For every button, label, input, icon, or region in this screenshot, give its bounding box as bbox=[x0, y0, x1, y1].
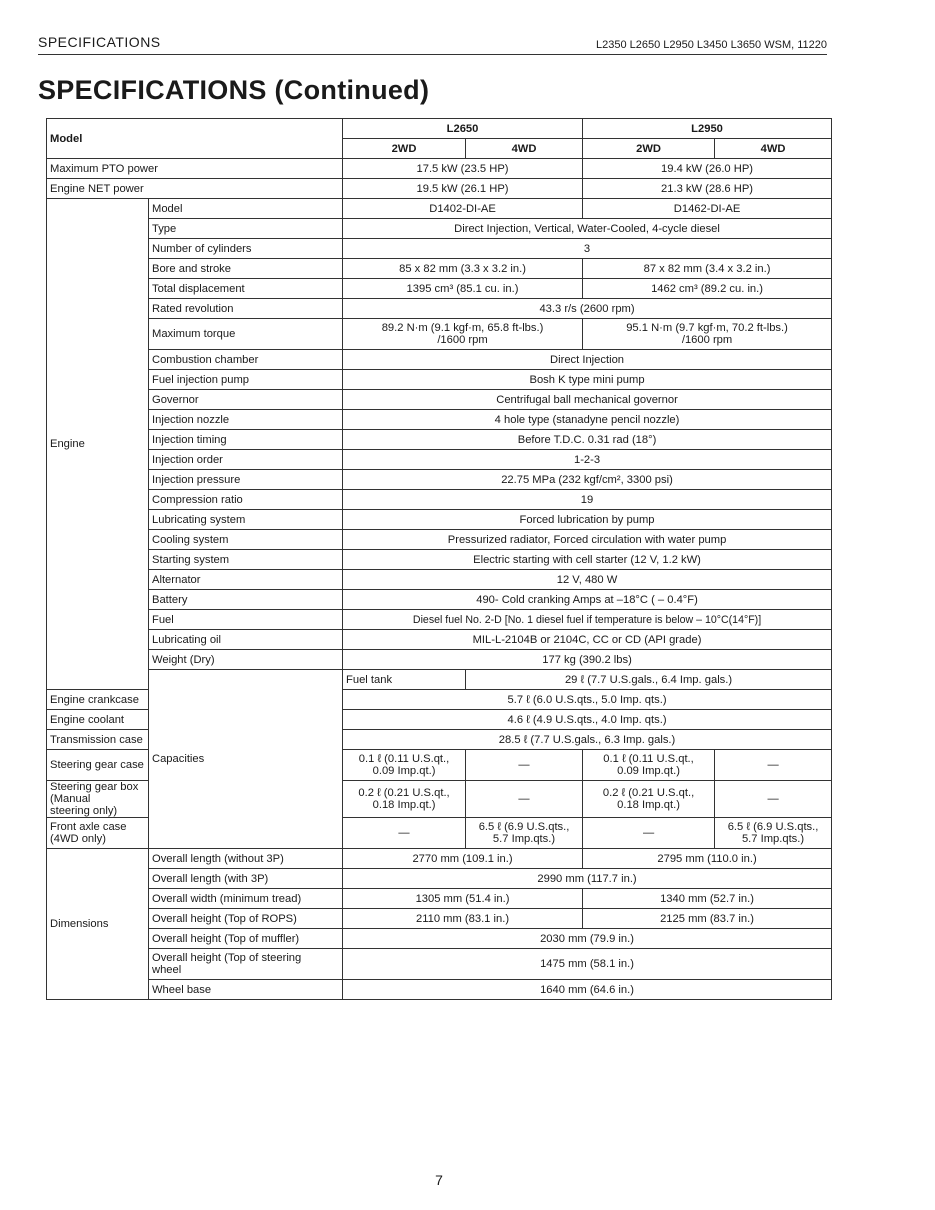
row-label bbox=[149, 949, 343, 980]
table-row bbox=[47, 410, 832, 430]
row-label: Transmission case bbox=[47, 730, 149, 750]
row-label: Starting system bbox=[149, 550, 343, 570]
cell-dash: — bbox=[466, 781, 583, 818]
table-row bbox=[47, 299, 832, 319]
row-label: Combustion chamber bbox=[149, 350, 343, 370]
row-label: Wheel base bbox=[149, 980, 343, 1000]
group-label-engine: Engine bbox=[47, 199, 149, 690]
cell-value: 1640 mm (64.6 in.) bbox=[343, 980, 832, 1000]
label-line: steering only) bbox=[50, 805, 118, 817]
cell-value: Electric starting with cell starter (12 V, 1.2 kW) bbox=[343, 550, 832, 570]
table-row bbox=[47, 319, 832, 350]
cell-value: Direct Injection, Vertical, Water-Cooled, 4-cycle diesel bbox=[343, 219, 832, 239]
row-label: Engine NET power bbox=[47, 179, 343, 199]
cell-value: 2125 mm (83.7 in.) bbox=[583, 909, 832, 929]
cell-dash: — bbox=[715, 750, 832, 781]
table-row bbox=[47, 510, 832, 530]
row-label: Overall height (Top of ROPS) bbox=[149, 909, 343, 929]
table-row bbox=[47, 279, 832, 299]
table-row bbox=[47, 849, 832, 869]
table-row bbox=[47, 610, 832, 630]
row-label: Type bbox=[149, 219, 343, 239]
cell-value: Diesel fuel No. 2-D [No. 1 diesel fuel if temperature is below – 10°C(14°F)] bbox=[343, 610, 832, 630]
page-title: SPECIFICATIONS (Continued) bbox=[38, 75, 430, 105]
row-label: Steering gear case bbox=[47, 750, 149, 781]
cell-value: Centrifugal ball mechanical governor bbox=[343, 390, 832, 410]
cell-value: 19 bbox=[343, 490, 832, 510]
cell-value: 17.5 kW (23.5 HP) bbox=[343, 159, 583, 179]
cell-value: Before T.D.C. 0.31 rad (18°) bbox=[343, 430, 832, 450]
row-label: Alternator bbox=[149, 570, 343, 590]
table-row bbox=[47, 199, 832, 219]
cell-value: 1-2-3 bbox=[343, 450, 832, 470]
cell-value bbox=[343, 319, 583, 350]
table-row bbox=[47, 390, 832, 410]
value-line: 0.09 Imp.qt.) bbox=[372, 765, 436, 777]
value-line: 0.09 Imp.qt.) bbox=[617, 765, 680, 777]
row-label: Overall height (Top of muffler) bbox=[149, 929, 343, 949]
cell-value: 5.7 ℓ (6.0 U.S.qts., 5.0 Imp. qts.) bbox=[343, 690, 832, 710]
table-row bbox=[47, 259, 832, 279]
row-label: Fuel injection pump bbox=[149, 370, 343, 390]
row-label: Cooling system bbox=[149, 530, 343, 550]
value-line: 5.7 Imp.qts.) bbox=[741, 833, 805, 845]
torque-line: 89.2 N·m (9.1 kgf·m, 65.8 ft-lbs.) bbox=[381, 322, 544, 334]
table-row bbox=[47, 490, 832, 510]
cell-value bbox=[583, 781, 715, 818]
drive-4wd: 4WD bbox=[715, 139, 832, 159]
table-row bbox=[47, 929, 832, 949]
label-line: Steering gear box (Manual bbox=[50, 781, 139, 805]
cell-value: 1475 mm (58.1 in.) bbox=[343, 949, 832, 980]
row-label: Maximum torque bbox=[149, 319, 343, 350]
value-line: 0.1 ℓ (0.11 U.S.qt., bbox=[603, 753, 694, 765]
cell-value: 1395 cm³ (85.1 cu. in.) bbox=[343, 279, 583, 299]
cell-value: 19.5 kW (26.1 HP) bbox=[343, 179, 583, 199]
cell-value bbox=[583, 319, 832, 350]
cell-value: 4.6 ℓ (4.9 U.S.qts., 4.0 Imp. qts.) bbox=[343, 710, 832, 730]
label-line: wheel bbox=[152, 964, 182, 976]
table-row bbox=[47, 450, 832, 470]
cell-value: 2990 mm (117.7 in.) bbox=[343, 869, 832, 889]
row-label: Weight (Dry) bbox=[149, 650, 343, 670]
table-row bbox=[47, 470, 832, 490]
cell-value: 43.3 r/s (2600 rpm) bbox=[343, 299, 832, 319]
running-header-section: SPECIFICATIONS bbox=[38, 34, 161, 50]
value-line: 5.7 Imp.qts.) bbox=[492, 833, 556, 845]
group-label-dimensions: Dimensions bbox=[47, 849, 149, 1000]
cell-value: 2030 mm (79.9 in.) bbox=[343, 929, 832, 949]
row-label: Bore and stroke bbox=[149, 259, 343, 279]
torque-line: /1600 rpm bbox=[681, 334, 733, 346]
torque-line: 95.1 N·m (9.7 kgf·m, 70.2 ft-lbs.) bbox=[626, 322, 788, 334]
group-label-capacities: Capacities bbox=[149, 670, 343, 849]
table-row bbox=[47, 630, 832, 650]
model-l2950: L2950 bbox=[583, 119, 832, 139]
value-line: 0.18 Imp.qt.) bbox=[372, 799, 436, 811]
row-label bbox=[47, 781, 149, 818]
cell-value: 1462 cm³ (89.2 cu. in.) bbox=[583, 279, 832, 299]
cell-value: 1340 mm (52.7 in.) bbox=[583, 889, 832, 909]
spec-table bbox=[46, 118, 832, 1000]
row-label: Governor bbox=[149, 390, 343, 410]
value-line: 0.2 ℓ (0.21 U.S.qt., bbox=[602, 787, 695, 799]
cell-value: 3 bbox=[343, 239, 832, 259]
cell-value: 12 V, 480 W bbox=[343, 570, 832, 590]
row-label: Total displacement bbox=[149, 279, 343, 299]
table-row bbox=[47, 980, 832, 1000]
drive-4wd: 4WD bbox=[466, 139, 583, 159]
row-label: Fuel bbox=[149, 610, 343, 630]
row-label: Maximum PTO power bbox=[47, 159, 343, 179]
row-label: Rated revolution bbox=[149, 299, 343, 319]
page-number: 7 bbox=[435, 1172, 443, 1188]
torque-line: /1600 rpm bbox=[437, 334, 488, 346]
cell-value bbox=[343, 750, 466, 781]
cell-value: 1305 mm (51.4 in.) bbox=[343, 889, 583, 909]
cell-value: Pressurized radiator, Forced circulation with water pump bbox=[343, 530, 832, 550]
row-label: Compression ratio bbox=[149, 490, 343, 510]
model-l2650: L2650 bbox=[343, 119, 583, 139]
label-line: Overall height (Top of steering bbox=[152, 952, 302, 964]
row-label: Engine coolant bbox=[47, 710, 149, 730]
cell-value: 2795 mm (110.0 in.) bbox=[583, 849, 832, 869]
table-row bbox=[47, 650, 832, 670]
table-row bbox=[47, 219, 832, 239]
table-row bbox=[47, 590, 832, 610]
cell-value: 85 x 82 mm (3.3 x 3.2 in.) bbox=[343, 259, 583, 279]
cell-value: 2770 mm (109.1 in.) bbox=[343, 849, 583, 869]
table-row bbox=[47, 869, 832, 889]
cell-value: D1402-DI-AE bbox=[343, 199, 583, 219]
table-row bbox=[47, 909, 832, 929]
cell-value: Direct Injection bbox=[343, 350, 832, 370]
drive-2wd: 2WD bbox=[343, 139, 466, 159]
row-label: Overall length (with 3P) bbox=[149, 869, 343, 889]
drive-2wd: 2WD bbox=[583, 139, 715, 159]
table-row bbox=[47, 889, 832, 909]
row-label: Model bbox=[149, 199, 343, 219]
cell-value bbox=[466, 818, 583, 849]
row-label: Injection nozzle bbox=[149, 410, 343, 430]
table-row bbox=[47, 570, 832, 590]
value-line: 6.5 ℓ (6.9 U.S.qts., bbox=[478, 821, 570, 833]
row-label: Injection timing bbox=[149, 430, 343, 450]
table-row bbox=[47, 670, 832, 690]
cell-dash: — bbox=[715, 781, 832, 818]
table-row bbox=[47, 239, 832, 259]
row-label: Injection pressure bbox=[149, 470, 343, 490]
row-label: Front axle case (4WD only) bbox=[47, 818, 149, 849]
running-header-models: L2350 L2650 L2950 L3450 L3650 WSM, 11220 bbox=[596, 39, 827, 51]
table-row bbox=[47, 430, 832, 450]
cell-value: 87 x 82 mm (3.4 x 3.2 in.) bbox=[583, 259, 832, 279]
table-row bbox=[47, 350, 832, 370]
cell-dash: — bbox=[583, 818, 715, 849]
value-line: 0.1 ℓ (0.11 U.S.qt., bbox=[358, 753, 450, 765]
cell-value: 19.4 kW (26.0 HP) bbox=[583, 159, 832, 179]
row-label: Lubricating oil bbox=[149, 630, 343, 650]
cell-value: 2110 mm (83.1 in.) bbox=[343, 909, 583, 929]
table-row bbox=[47, 949, 832, 980]
cell-value bbox=[715, 818, 832, 849]
row-label: Battery bbox=[149, 590, 343, 610]
cell-value bbox=[583, 750, 715, 781]
cell-value: 29 ℓ (7.7 U.S.gals., 6.4 Imp. gals.) bbox=[466, 670, 832, 690]
table-row bbox=[47, 530, 832, 550]
value-line: 0.18 Imp.qt.) bbox=[617, 799, 680, 811]
cell-value: 22.75 MPa (232 kgf/cm², 3300 psi) bbox=[343, 470, 832, 490]
row-label: Injection order bbox=[149, 450, 343, 470]
table-header-row bbox=[47, 119, 832, 139]
row-label: Fuel tank bbox=[343, 670, 466, 690]
model-label: Model bbox=[47, 119, 343, 159]
table-row bbox=[47, 550, 832, 570]
cell-value: MIL-L-2104B or 2104C, CC or CD (API grade) bbox=[343, 630, 832, 650]
row-label: Overall length (without 3P) bbox=[149, 849, 343, 869]
table-row bbox=[47, 159, 832, 179]
value-line: 6.5 ℓ (6.9 U.S.qts., bbox=[727, 821, 819, 833]
table-row bbox=[47, 179, 832, 199]
cell-value: 177 kg (390.2 lbs) bbox=[343, 650, 832, 670]
cell-value: 28.5 ℓ (7.7 U.S.gals., 6.3 Imp. gals.) bbox=[343, 730, 832, 750]
header-divider bbox=[38, 54, 827, 55]
value-line: 0.2 ℓ (0.21 U.S.qt., bbox=[358, 787, 450, 799]
cell-dash: — bbox=[343, 818, 466, 849]
cell-value: 21.3 kW (28.6 HP) bbox=[583, 179, 832, 199]
row-label: Lubricating system bbox=[149, 510, 343, 530]
table-row bbox=[47, 370, 832, 390]
cell-value: 4 hole type (stanadyne pencil nozzle) bbox=[343, 410, 832, 430]
cell-dash: — bbox=[466, 750, 583, 781]
cell-value: Forced lubrication by pump bbox=[343, 510, 832, 530]
cell-value: Bosh K type mini pump bbox=[343, 370, 832, 390]
row-label: Overall width (minimum tread) bbox=[149, 889, 343, 909]
cell-value: 490- Cold cranking Amps at –18°C ( – 0.4°F) bbox=[343, 590, 832, 610]
row-label: Number of cylinders bbox=[149, 239, 343, 259]
row-label: Engine crankcase bbox=[47, 690, 149, 710]
cell-value: D1462-DI-AE bbox=[583, 199, 832, 219]
cell-value bbox=[343, 781, 466, 818]
